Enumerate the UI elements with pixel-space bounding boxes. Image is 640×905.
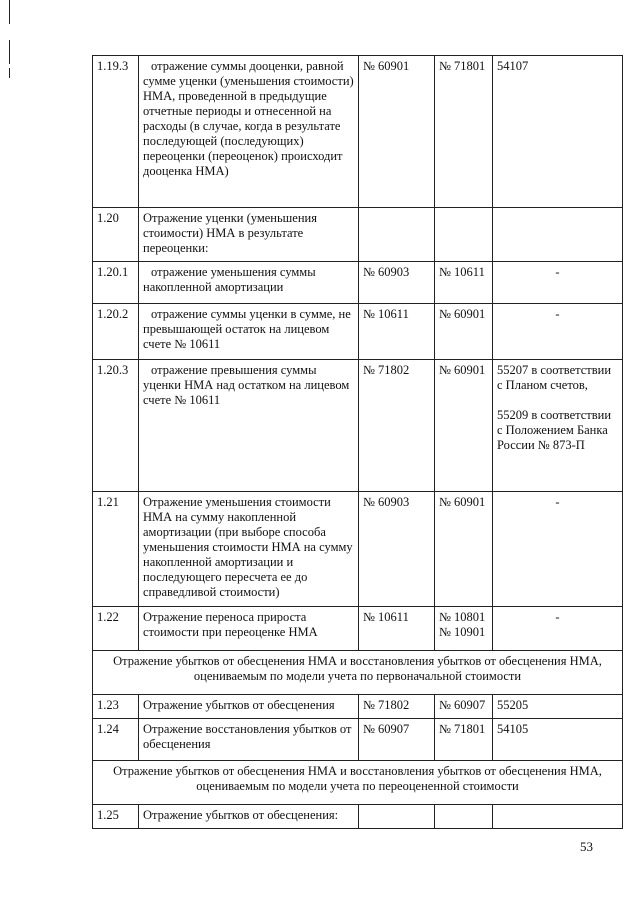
row-number: 1.20 <box>93 208 139 262</box>
symbol-code: - <box>493 262 623 304</box>
row-description: Отражение уменьшения стоимости НМА на сумму накопленной амортизации (при выборе способа уменьшения стоимости НМА на сумму накопленной амортизации и последующего пересчета ее до справедливой стоимости) <box>139 492 359 607</box>
row-description: Отражение переноса прироста стоимости при переоценке НМА <box>139 607 359 651</box>
credit-account <box>435 208 493 262</box>
credit-account <box>435 607 493 651</box>
credit-account <box>435 805 493 829</box>
table-row <box>93 492 623 607</box>
debit-account <box>359 805 435 829</box>
section-heading: Отражение убытков от обесценения НМА и восстановления убытков от обесценения НМА, оцениваемым по модели учета по переоцененной стоимости <box>93 761 623 805</box>
table-row <box>93 304 623 360</box>
row-number: 1.20.3 <box>93 360 139 492</box>
row-description: Отражение восстановления убытков от обесценения <box>139 719 359 761</box>
row-number: 1.24 <box>93 719 139 761</box>
row-number: 1.21 <box>93 492 139 607</box>
symbol-code: 54105 <box>493 719 623 761</box>
table-row <box>93 607 623 651</box>
debit-account: № 60907 <box>359 719 435 761</box>
credit-account: № 71801 <box>435 56 493 208</box>
credit-account-a: № 10801 <box>439 610 486 624</box>
symbol-code: - <box>493 492 623 607</box>
table-row <box>93 719 623 761</box>
row-number: 1.23 <box>93 695 139 719</box>
credit-account-b: № 10901 <box>439 625 486 639</box>
accounting-entries-table <box>92 55 623 829</box>
row-description: отражение суммы уценки в сумме, не превышающей остаток на лицевом счете № 10611 <box>139 304 359 360</box>
row-number: 1.25 <box>93 805 139 829</box>
row-number: 1.22 <box>93 607 139 651</box>
table-row <box>93 208 623 262</box>
row-number: 1.20.2 <box>93 304 139 360</box>
row-description: отражение уменьшения суммы накопленной амортизации <box>139 262 359 304</box>
credit-account: № 60901 <box>435 360 493 492</box>
debit-account: № 10611 <box>359 607 435 651</box>
section-heading: Отражение убытков от обесценения НМА и восстановления убытков от обесценения НМА, оцениваемым по модели учета по первоначальной стоимости <box>93 651 623 695</box>
symbol-code <box>493 208 623 262</box>
row-description: Отражение уценки (уменьшения стоимости) НМА в результате переоценки: <box>139 208 359 262</box>
symbol-code: 55205 <box>493 695 623 719</box>
symbol-code-plan: 55207 в соответствии с Планом счетов, <box>497 363 612 392</box>
credit-account: № 60901 <box>435 304 493 360</box>
symbol-code <box>493 805 623 829</box>
row-description: Отражение убытков от обесценения <box>139 695 359 719</box>
row-number: 1.20.1 <box>93 262 139 304</box>
row-description: отражение суммы дооценки, равной сумме уценки (уменьшения стоимости) НМА, проведенной в предыдущие отчетные периоды и отнесенной на расходы (в случае, когда в результате последующей (последующих) переоценки (переоценок) происходит дооценка НМА) <box>139 56 359 208</box>
credit-account: № 60901 <box>435 492 493 607</box>
table-row <box>93 262 623 304</box>
debit-account: № 60901 <box>359 56 435 208</box>
table-row <box>93 695 623 719</box>
debit-account: № 71802 <box>359 695 435 719</box>
table-row <box>93 360 623 492</box>
symbol-code: 54107 <box>493 56 623 208</box>
scan-margin-mark <box>9 68 10 78</box>
symbol-code-regulation: 55209 в соответствии с Положением Банка России № 873-П <box>497 408 612 452</box>
symbol-code <box>493 360 623 492</box>
symbol-code: - <box>493 304 623 360</box>
row-number: 1.19.3 <box>93 56 139 208</box>
credit-account: № 10611 <box>435 262 493 304</box>
symbol-code: - <box>493 607 623 651</box>
debit-account: № 10611 <box>359 304 435 360</box>
table-row <box>93 56 623 208</box>
table-row <box>93 805 623 829</box>
page-number: 53 <box>580 839 593 854</box>
debit-account: № 60903 <box>359 492 435 607</box>
debit-account: № 71802 <box>359 360 435 492</box>
row-description: отражение превышения суммы уценки НМА над остатком на лицевом счете № 10611 <box>139 360 359 492</box>
debit-account <box>359 208 435 262</box>
credit-account: № 71801 <box>435 719 493 761</box>
credit-account: № 60907 <box>435 695 493 719</box>
row-description: Отражение убытков от обесценения: <box>139 805 359 829</box>
scan-margin-mark <box>9 0 10 24</box>
debit-account: № 60903 <box>359 262 435 304</box>
scan-margin-mark <box>9 40 10 64</box>
section-row <box>93 651 623 695</box>
section-row <box>93 761 623 805</box>
